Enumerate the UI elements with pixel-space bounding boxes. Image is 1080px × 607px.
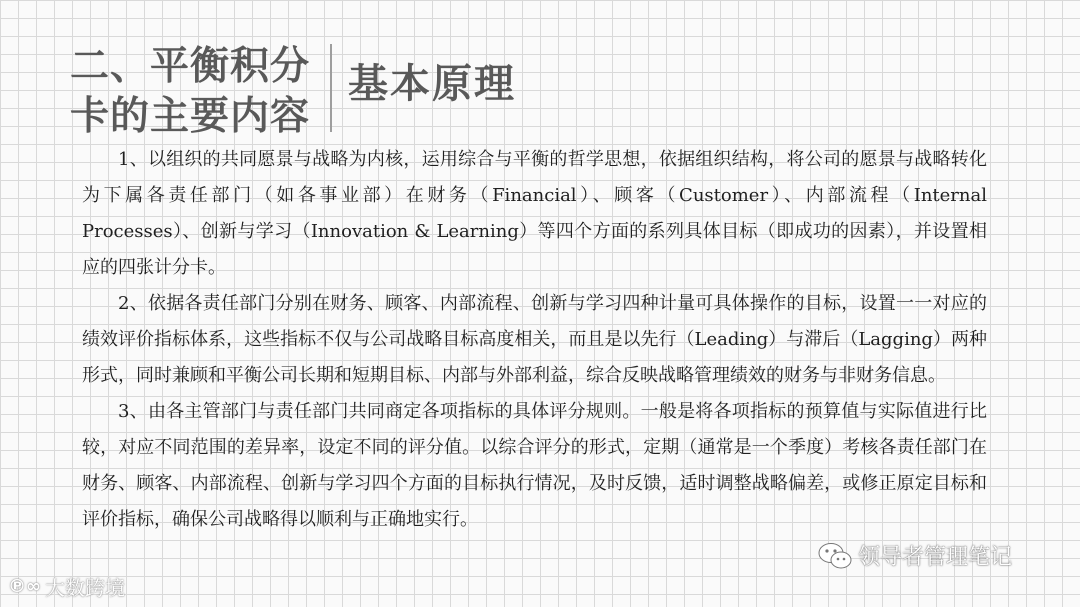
topic-title: 基本原理: [348, 61, 516, 107]
paragraph-3: 3、由各主管部门与责任部门共同商定各项指标的具体评分规则。一般是将各项指标的预算值与实际值进行比较，对应不同范围的差异率，设定不同的评分值。以综合评分的形式，定期（通常是一个季度）考核各责任部门在财务、顾客、内部流程、创新与学习四个方面的目标执行情况，及时反馈，适时调整战略偏差，或修正原定目标和评价指标，确保公司战略得以顺利与正确地实行。: [82, 401, 987, 530]
wechat-watermark-text: 领导者管理笔记: [858, 545, 1013, 570]
section-title: [70, 42, 325, 142]
wechat-watermark: [818, 540, 1012, 571]
brand-logo-icon: ℗∞: [8, 576, 41, 597]
body-text: [82, 142, 987, 538]
paragraph-1: 1、以组织的共同愿景与战略为内核，运用综合与平衡的哲学思想，依据组织结构，将公司的愿景与战略转化为下属各责任部门（如各事业部）在财务（Financial）、顾客（Customer）、内部流程（Internal Processes）、创新与学习（Innovation & Learning）等四个方面的系列具体目标（即成功的因素），并设置相应的四张计分卡。: [82, 149, 987, 278]
brand-watermark: [8, 572, 125, 601]
section-title-line1: 二、平衡积分: [70, 44, 311, 89]
section-title-line2: 卡的主要内容: [70, 94, 311, 139]
brand-watermark-text: 大数跨境: [45, 576, 125, 600]
wechat-icon: [818, 542, 852, 570]
paragraph-2: 2、依据各责任部门分别在财务、顾客、内部流程、创新与学习四种计量可具体操作的目标，设置一一对应的绩效评价指标体系，这些指标不仅与公司战略目标高度相关，而且是以先行（Leading）与滞后（Lagging）两种形式，同时兼顾和平衡公司长期和短期目标、内部与外部利益，综合反映战略管理绩效的财务与非财务信息。: [82, 293, 987, 386]
title-divider: [330, 44, 332, 132]
